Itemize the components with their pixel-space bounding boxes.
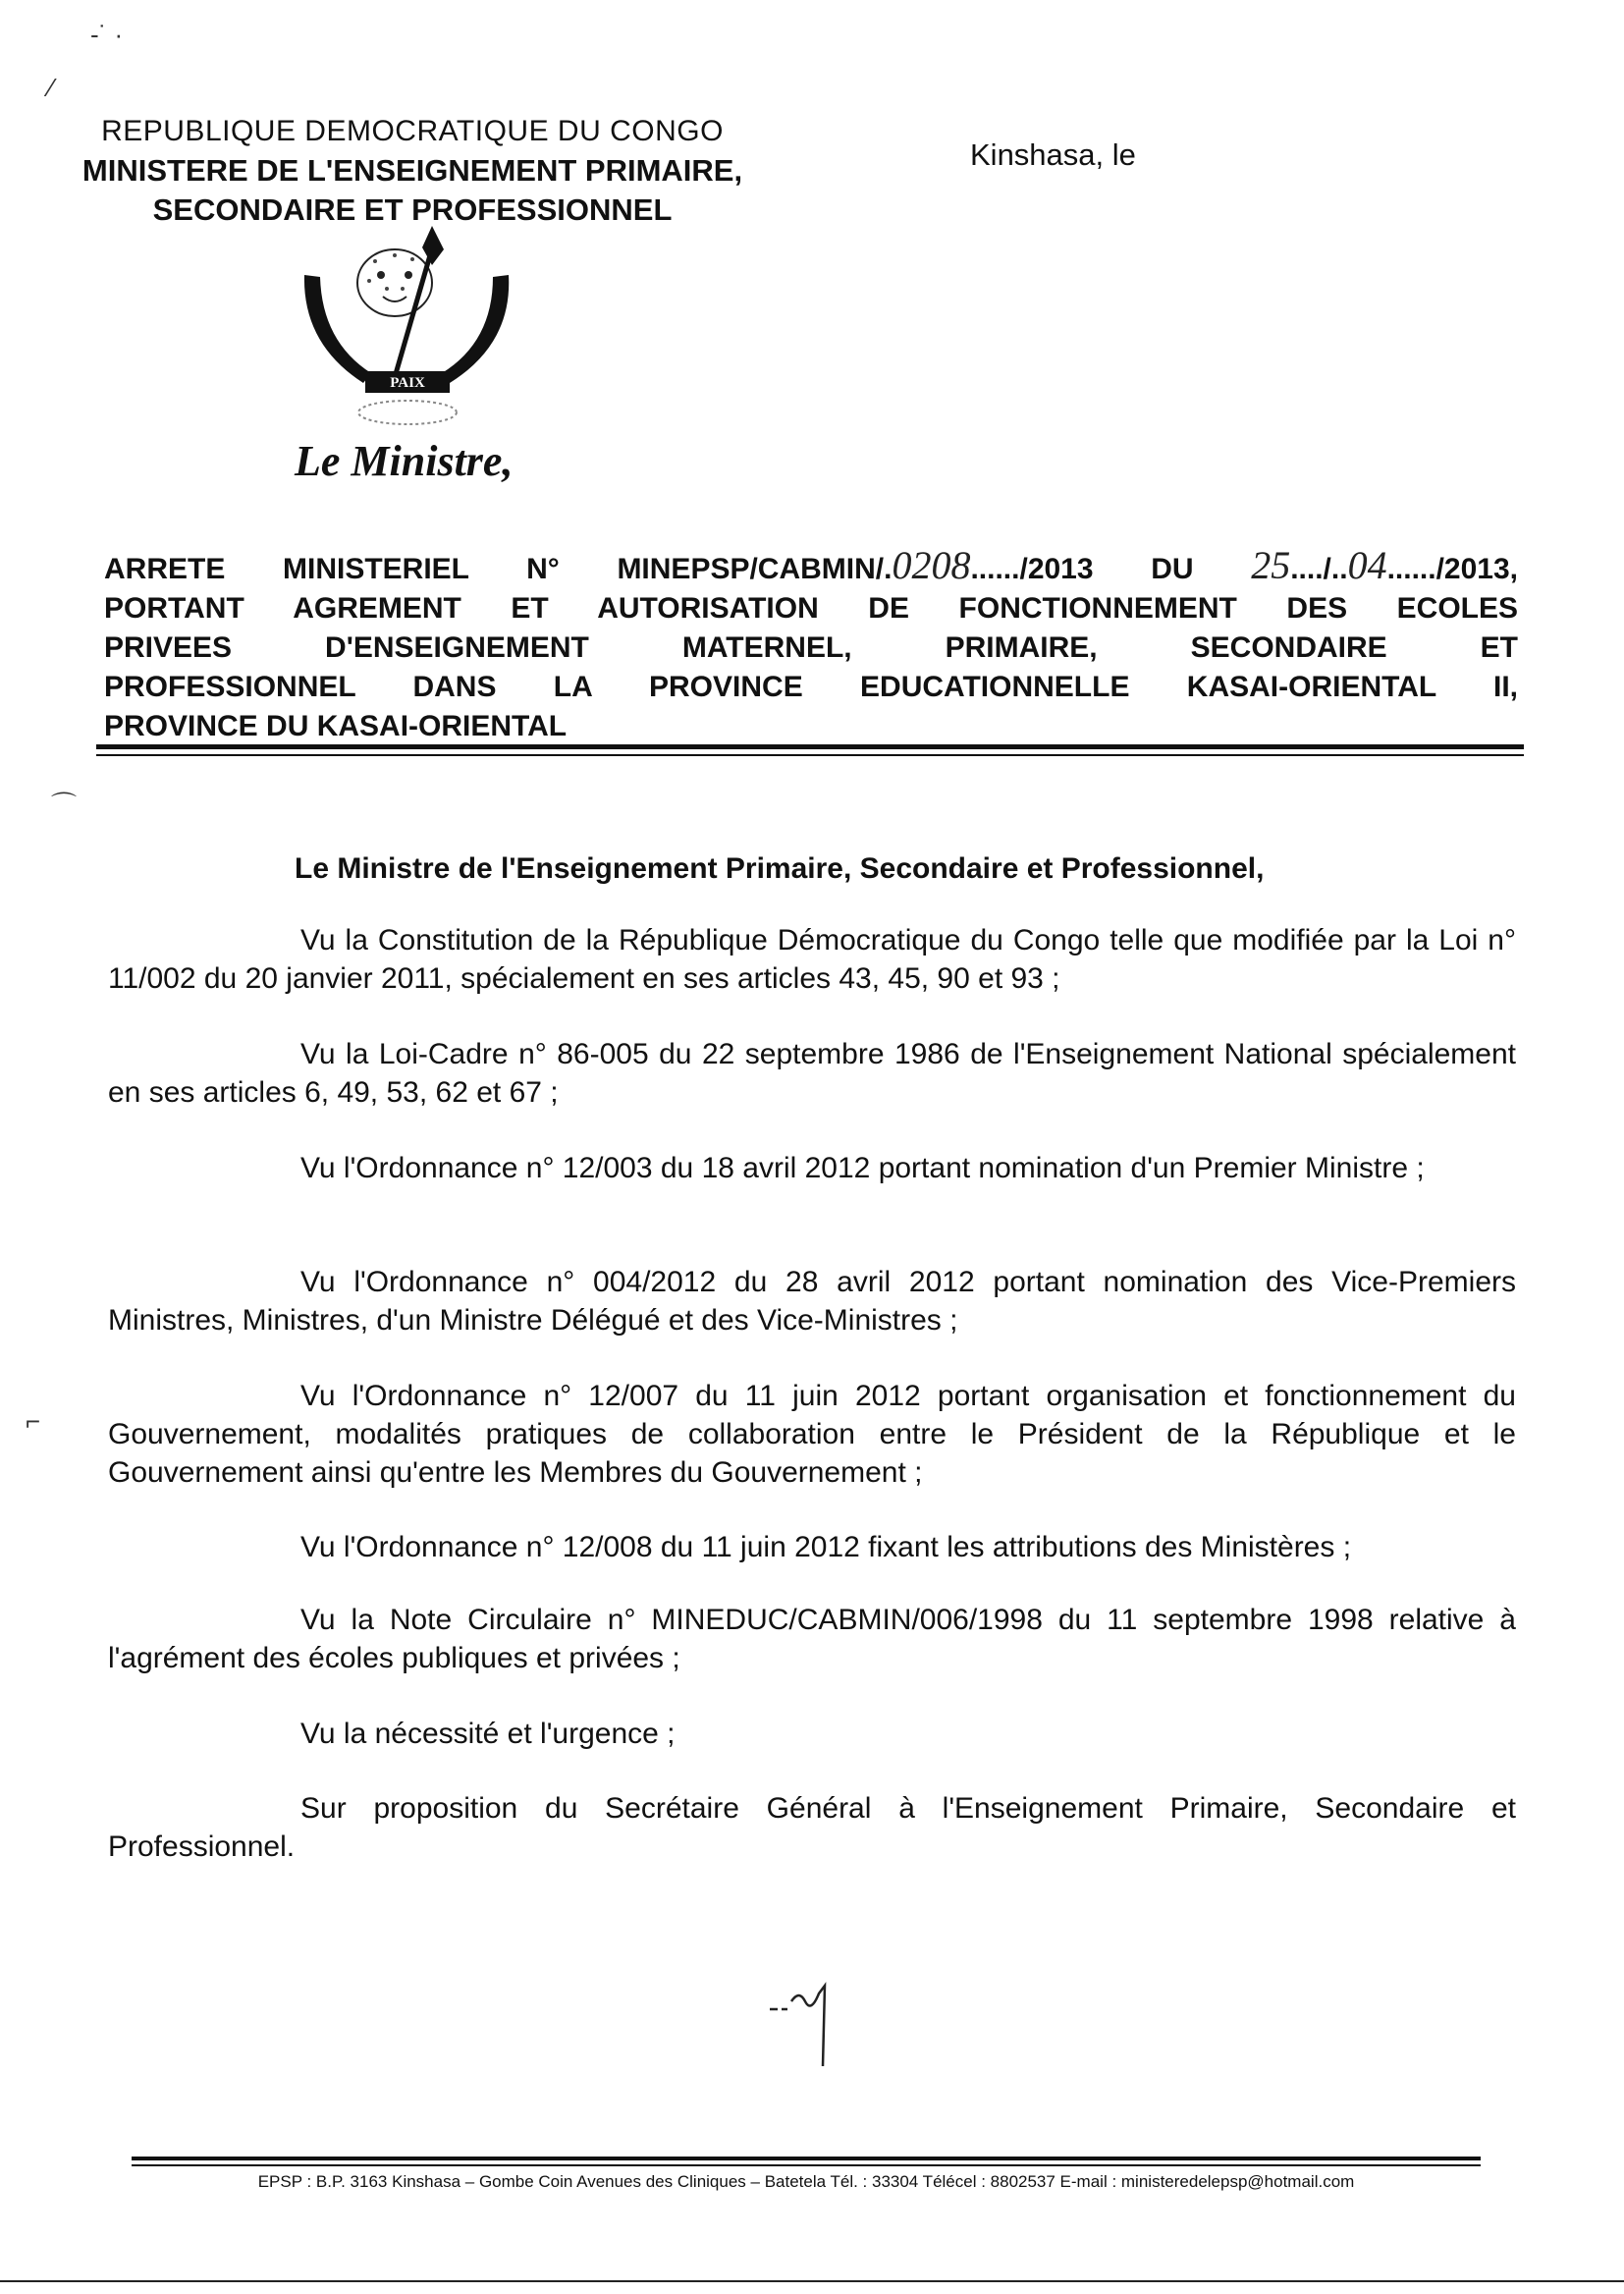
decree-title-line4: PROFESSIONNEL DANS LA PROVINCE EDUCATIONNELLE KASAI-ORIENTAL II, xyxy=(104,671,1518,703)
ministry-name-line1: MINISTERE DE L'ENSEIGNEMENT PRIMAIRE, xyxy=(81,153,743,188)
decree-suffix: ....../2013, xyxy=(1386,553,1518,585)
decree-title-line5: PROVINCE DU KASAI-ORIENTAL xyxy=(104,710,568,742)
recital-paragraph: Vu la nécessité et l'urgence ; xyxy=(300,1718,676,1750)
emblem-motto: PAIX xyxy=(390,375,425,391)
decree-month-handwritten: 04 xyxy=(1347,543,1387,587)
initials-signature xyxy=(766,1980,844,2068)
page-bottom-edge xyxy=(0,2280,1624,2282)
decree-number-handwritten: 0208 xyxy=(892,543,971,587)
decree-prefix: ARRETE MINISTERIEL N° MINEPSP/CABMIN/. xyxy=(104,553,893,585)
scan-mark: ‐˙ · xyxy=(90,20,124,49)
footer-contact: EPSP : B.P. 3163 Kinshasa – Gombe Coin Avenues des Cliniques – Batetela Tél. : 33304 Télécel : 8802537 E-mail : ministeredelepsp@hotmail.com xyxy=(257,2172,1355,2191)
scan-mark: ⁄ xyxy=(49,73,54,102)
scan-mark: ⌒ xyxy=(51,791,78,820)
recital-paragraph: Vu l'Ordonnance n° 004/2012 du 28 avril 2012 portant nomination des Vice-Premiers Ministres, Ministres, d'un Ministre Délégué et des Vice-Ministres ; xyxy=(108,1266,1516,1337)
leopard-emblem-icon xyxy=(285,226,530,432)
decree-number-line xyxy=(104,543,1518,589)
ministry-name-line2: SECONDAIRE ET PROFESSIONNEL xyxy=(152,192,673,227)
recital-paragraph: Sur proposition du Secrétaire Général à l'Enseignement Primaire, Secondaire et Professionnel. xyxy=(108,1792,1516,1863)
recital-paragraph: Vu l'Ordonnance n° 12/007 du 11 juin 2012 portant organisation et fonctionnement du Gouvernement, modalités pratiques de collaboration entre le Président de la République et le Gouvernement ainsi qu'entre les Membres du Gouvernement ; xyxy=(108,1380,1516,1489)
decree-date-separator: ..../.. xyxy=(1290,553,1348,585)
footer-divider-thin xyxy=(132,2164,1481,2166)
recital-paragraph: Vu la Constitution de la République Démocratique du Congo telle que modifiée par la Loi n° 11/002 du 20 janvier 2011, spécialement en ses articles 43, 45, 90 et 93 ; xyxy=(108,924,1516,995)
footer-divider xyxy=(132,2157,1481,2160)
recital-paragraph: Vu la Loi-Cadre n° 86-005 du 22 septembre 1986 de l'Enseignement National spécialement en ses articles 6, 49, 53, 62 et 67 ; xyxy=(108,1038,1516,1109)
recital-paragraph: Vu l'Ordonnance n° 12/003 du 18 avril 2012 portant nomination d'un Premier Ministre ; xyxy=(300,1152,1425,1184)
scan-mark: ⌐ xyxy=(26,1406,41,1436)
decree-title xyxy=(104,543,1518,746)
title-divider-thin xyxy=(96,754,1524,756)
title-divider xyxy=(96,744,1524,749)
place-date: Kinshasa, le xyxy=(970,137,1136,172)
decree-year: ....../2013 DU xyxy=(970,553,1252,585)
decree-day-handwritten: 25 xyxy=(1251,543,1291,587)
recital-paragraph: Vu la Note Circulaire n° MINEDUC/CABMIN/006/1998 du 11 septembre 1998 relative à l'agrément des écoles publiques et privées ; xyxy=(108,1604,1516,1674)
decree-title-line2: PORTANT AGREMENT ET AUTORISATION DE FONCTIONNEMENT DES ECOLES xyxy=(104,592,1518,625)
recital-paragraph: Vu l'Ordonnance n° 12/008 du 11 juin 2012 fixant les attributions des Ministères ; xyxy=(300,1531,1352,1563)
coat-of-arms-emblem xyxy=(285,226,530,432)
minister-title: Le Ministre, xyxy=(295,437,514,485)
minister-intro: Le Ministre de l'Enseignement Primaire, Secondaire et Professionnel, xyxy=(295,852,1265,885)
country-name: REPUBLIQUE DEMOCRATIQUE DU CONGO xyxy=(101,115,724,147)
decree-title-line3: PRIVEES D'ENSEIGNEMENT MATERNEL, PRIMAIRE, SECONDAIRE ET xyxy=(104,631,1518,664)
